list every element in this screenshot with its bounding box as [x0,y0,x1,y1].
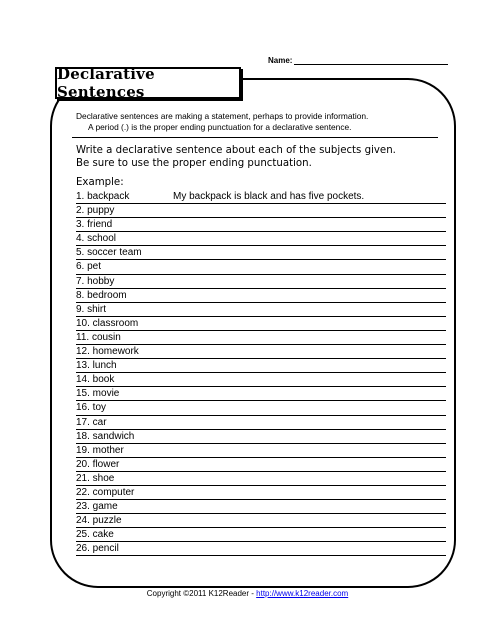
example-label: Example: [76,177,124,188]
list-item[interactable]: 25. cake [76,528,446,542]
list-item[interactable]: 15. movie [76,387,446,401]
list-item[interactable]: 7. hobby [76,275,446,289]
instructions-line-1: Write a declarative sentence about each of the subjects given. [76,145,396,156]
list-item[interactable]: 23. game [76,500,446,514]
list-item[interactable]: 3. friend [76,218,446,232]
list-item[interactable]: 6. pet [76,260,446,274]
list-item[interactable]: 19. mother [76,444,446,458]
intro-text [76,111,436,133]
name-field [268,56,448,65]
list-item[interactable]: 2. puppy [76,204,446,218]
list-item[interactable]: 17. car [76,416,446,430]
footer [0,589,495,598]
list-item[interactable]: 9. shirt [76,303,446,317]
instructions [76,145,446,170]
name-label: Name: [268,56,293,65]
title-box [55,67,241,99]
k12reader-link[interactable]: http://www.k12reader.com [256,589,349,598]
list-item[interactable]: 13. lunch [76,359,446,373]
intro-line-1: Declarative sentences are making a statement, perhaps to provide information. [76,111,369,121]
list-item[interactable]: 14. book [76,373,446,387]
instructions-line-2: Be sure to use the proper ending punctuation. [76,157,312,169]
list-item[interactable]: 22. computer [76,486,446,500]
list-item[interactable]: 16. toy [76,401,446,415]
copyright-text: Copyright ©2011 K12Reader - [146,589,257,598]
list-item[interactable]: 20. flower [76,458,446,472]
divider [72,137,438,138]
list-item[interactable]: 4. school [76,232,446,246]
list-item[interactable]: 11. cousin [76,331,446,345]
list-item[interactable]: 26. pencil [76,542,446,556]
list-item[interactable]: 18. sandwich [76,430,446,444]
list-item[interactable]: 24. puzzle [76,514,446,528]
list-item[interactable]: 1. backpack My backpack is black and has five pockets. [76,190,446,204]
list-item[interactable]: 8. bedroom [76,289,446,303]
intro-line-2: A period (.) is the proper ending punctuation for a declarative sentence. [88,122,352,132]
name-blank[interactable] [294,56,448,65]
page-title: Declarative Sentences [57,65,155,101]
list-item[interactable]: 21. shoe [76,472,446,486]
list-item[interactable]: 10. classroom [76,317,446,331]
list-item[interactable]: 12. homework [76,345,446,359]
example-sentence: My backpack is black and has five pockets. [173,191,365,202]
list-item[interactable]: 5. soccer team [76,246,446,260]
subject-list [76,190,446,556]
